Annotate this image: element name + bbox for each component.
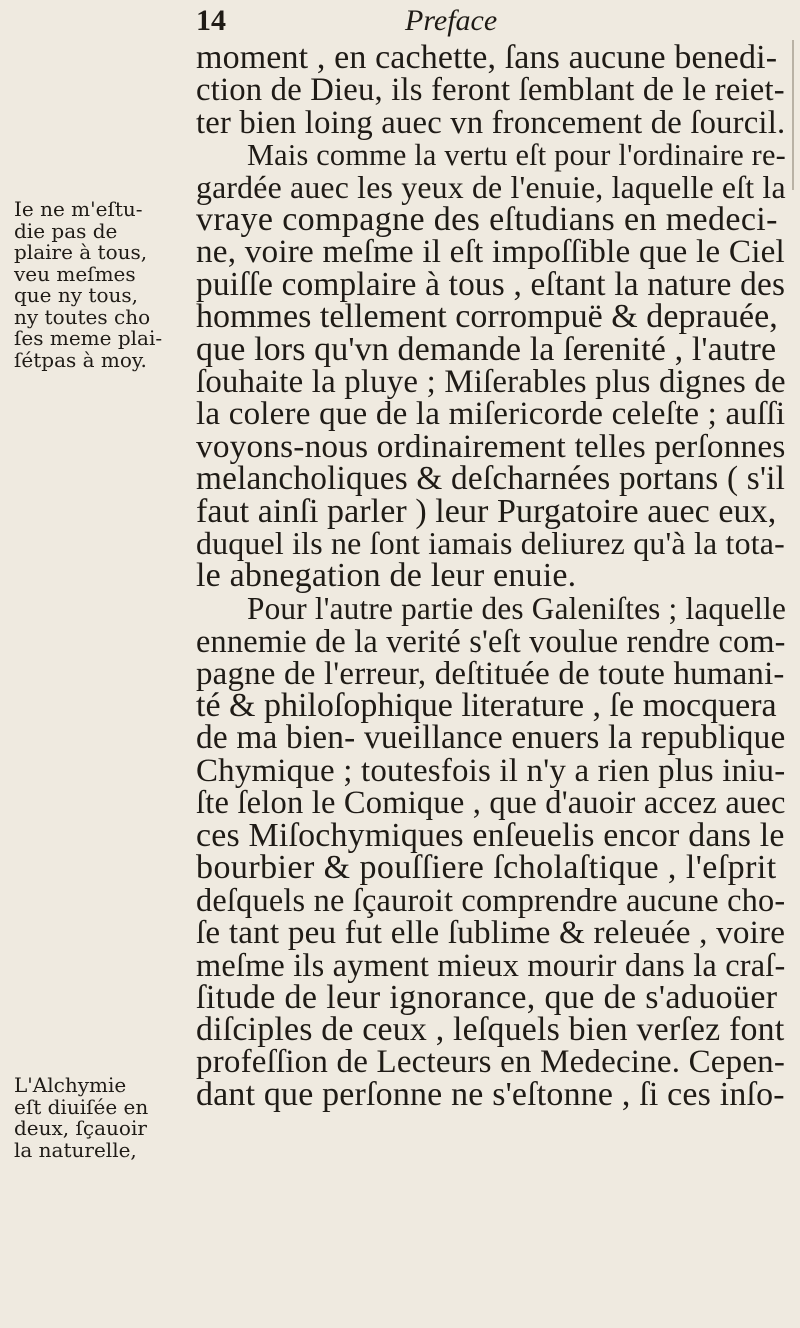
text-line: pagne de l'erreur, deſtituée de toute humani- — [196, 655, 785, 692]
margin-note-line: plaire à tous, — [14, 240, 148, 264]
text-line: gardée auec les yeux de l'enuie, laquelle eſt la — [196, 169, 786, 205]
text-line: meſme ils ayment mieux mourir dans la craſ- — [196, 947, 786, 984]
text-line: moment , en cachette, ſans aucune benedi- — [196, 39, 778, 76]
running-title: Preface — [405, 4, 498, 37]
text-line: duquel ils ne ſont iamais deliurez qu'à la tota- — [196, 526, 785, 561]
text-line: ter bien loing auec vn froncement de ſourcil. — [196, 104, 786, 141]
text-line: ſouhaite la pluye ; Miſerables plus dignes de — [196, 364, 786, 400]
text-line: ſe tant peu fut elle ſublime & releuée , voire — [196, 913, 786, 951]
text-line: diſciples de ceux , leſquels bien verſez font — [196, 1011, 785, 1048]
text-line: la colere que de la miſericorde celeſte ; auſſi — [196, 396, 786, 433]
text-line: faut ainſi parler ) leur Purgatoire auec eux, — [196, 492, 777, 530]
margin-note-line: Ie ne m'eſtu- — [14, 197, 143, 221]
text-line: ne, voire meſme il eſt impoſſible que le Ciel — [196, 233, 785, 271]
text-line: melancholiques & deſcharnées portans ( s'il — [196, 460, 786, 498]
text-line: le abnegation de leur enuie. — [196, 557, 577, 595]
margin-note-line: ſes meme plai- — [14, 326, 163, 350]
margin-note-line: veu meſmes — [14, 261, 136, 286]
page-number: 14 — [196, 4, 226, 37]
text-line: hommes tellement corrompuë & deprauée, — [196, 298, 778, 336]
page-edge-rule — [792, 40, 794, 190]
text-line: Mais comme la vertu eſt pour l'ordinaire re- — [247, 138, 786, 173]
margin-note-line: eſt diuiſée en — [14, 1094, 149, 1119]
text-line: Chymique ; toutesfois il n'y a rien plus iniu- — [196, 752, 786, 789]
text-line: voyons-nous ordinairement telles perſonnes — [196, 427, 786, 465]
text-line: Pour l'autre partie des Galeniſtes ; laquelle — [247, 590, 787, 626]
margin-note-line: que ny tous, — [14, 283, 138, 307]
text-line: ennemie de la verité s'eſt voulue rendre com- — [196, 623, 786, 660]
text-line: deſquels ne ſçauroit comprendre aucune cho- — [196, 882, 786, 919]
text-line: ſte ſelon le Comique , que d'auoir accez auec — [196, 785, 786, 822]
text-line: de ma bien- vueillance enuers la republique — [196, 719, 786, 757]
text-line: puiſſe complaire à tous , eſtant la nature des — [196, 265, 786, 303]
text-line: ction de Dieu, ils feront ſemblant de le reiet- — [196, 72, 785, 109]
text-line: ces Miſochymiques enſeuelis encor dans le — [196, 816, 785, 854]
text-line: bourbier & pouſſiere ſcholaſtique , l'eſprit — [196, 849, 777, 886]
text-line: que lors qu'vn demande la ſerenité , l'autre — [196, 330, 777, 368]
text-line: dant que perſonne ne s'eſtonne , ſi ces inſo- — [196, 1075, 785, 1113]
text-line: té & philoſophique literature , ſe mocquera — [196, 687, 777, 724]
text-line: profeſſion de Lecteurs en Medecine. Cepen- — [196, 1044, 786, 1081]
margin-note-line: ſétpas à moy. — [14, 347, 147, 372]
margin-note-line: L'Alchymie — [14, 1073, 127, 1097]
text-line: ſitude de leur ignorance, que de s'aduoüer — [196, 978, 778, 1016]
margin-note-line: die pas de — [14, 218, 118, 243]
margin-note-line: la naturelle, — [14, 1137, 137, 1162]
margin-note-line: ny toutes cho — [14, 304, 151, 329]
text-line: vraye compagne des eſtudians en medeci- — [196, 201, 778, 238]
margin-note-line: deux, ſçauoir — [14, 1116, 147, 1140]
